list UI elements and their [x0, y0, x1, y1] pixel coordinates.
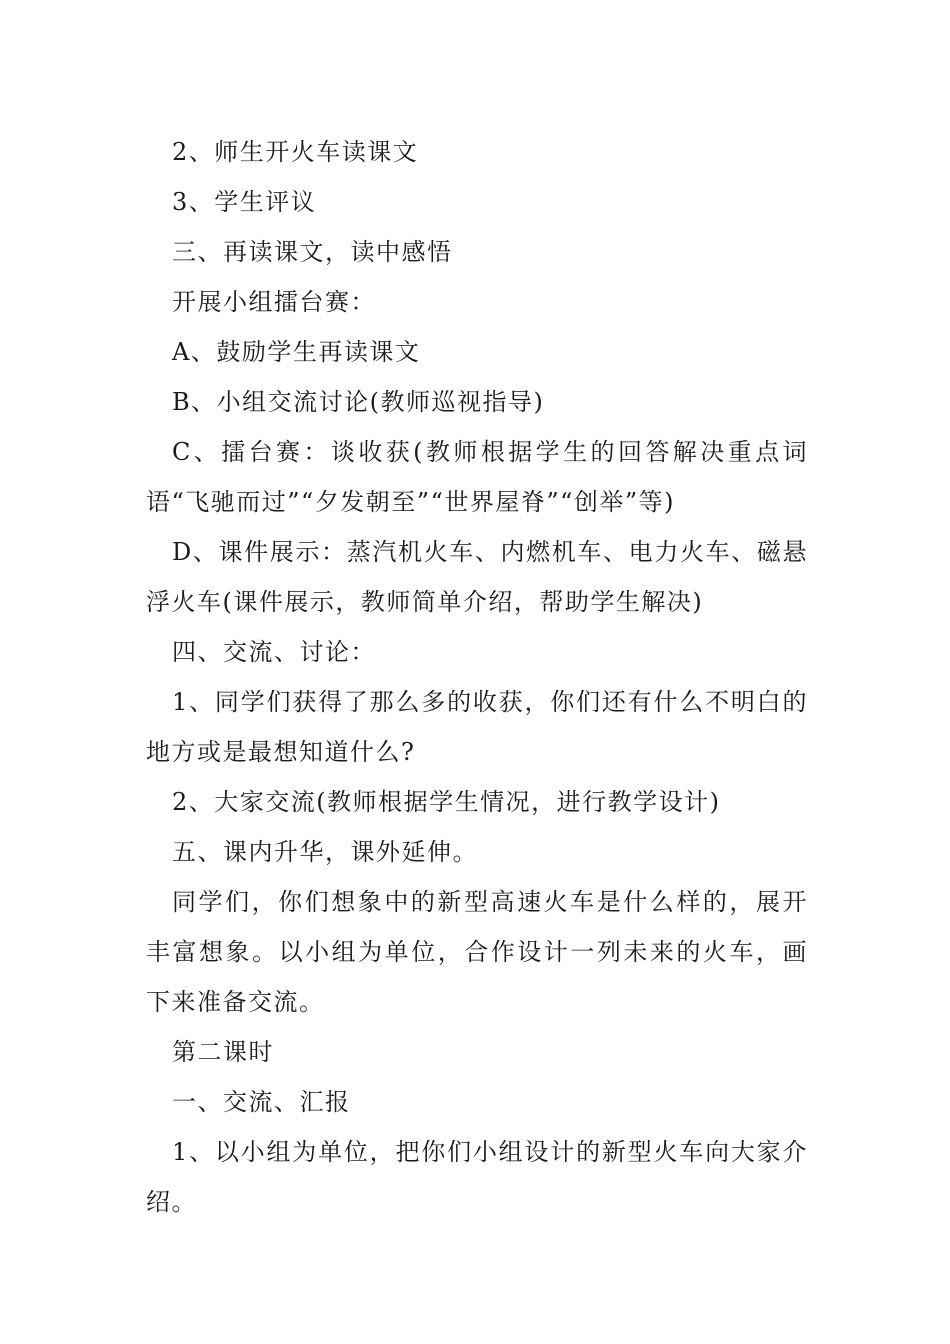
- heading-section-5: 五、课内升华，课外延伸。: [172, 838, 478, 866]
- paragraph-imagination: 同学们，你们想象中的新型高速火车是什么样的，展开丰富想象。以小组为单位，合作设计一列未来的火车，画下来准备交流。: [146, 888, 808, 1016]
- paragraph-step-3-student-review: 3、学生评议: [172, 188, 317, 216]
- paragraph-item-d: D、课件展示：蒸汽机火车、内燃机车、电力火车、磁悬浮火车(课件展示，教师简单介绍，帮助学生解决): [146, 538, 808, 616]
- paragraph-item-c: C、擂台赛：谈收获(教师根据学生的回答解决重点词语“飞驰而过”“夕发朝至”“世界屋脊”“创举”等): [146, 438, 808, 516]
- paragraph-step-2-train-reading: 2、师生开火车读课文: [172, 138, 419, 166]
- heading-section-3: 三、再读课文，读中感悟: [172, 238, 453, 266]
- paragraph-item-a: A、鼓励学生再读课文: [172, 338, 421, 366]
- heading-section-4: 四、交流、讨论：: [172, 638, 376, 666]
- paragraph-group-contest: 开展小组擂台赛：: [172, 288, 376, 316]
- document-body: [146, 127, 808, 1227]
- paragraph-report-1: 1、以小组为单位，把你们小组设计的新型火车向大家介绍。: [146, 1138, 808, 1216]
- heading-section-1-report: 一、交流、汇报: [172, 1088, 351, 1116]
- paragraph-discussion-1: 1、同学们获得了那么多的收获，你们还有什么不明白的地方或是最想知道什么?: [146, 688, 808, 766]
- paragraph-item-b: B、小组交流讨论(教师巡视指导): [172, 388, 545, 416]
- heading-second-lesson: 第二课时: [172, 1038, 274, 1066]
- paragraph-discussion-2: 2、大家交流(教师根据学生情况，进行教学设计): [172, 788, 721, 816]
